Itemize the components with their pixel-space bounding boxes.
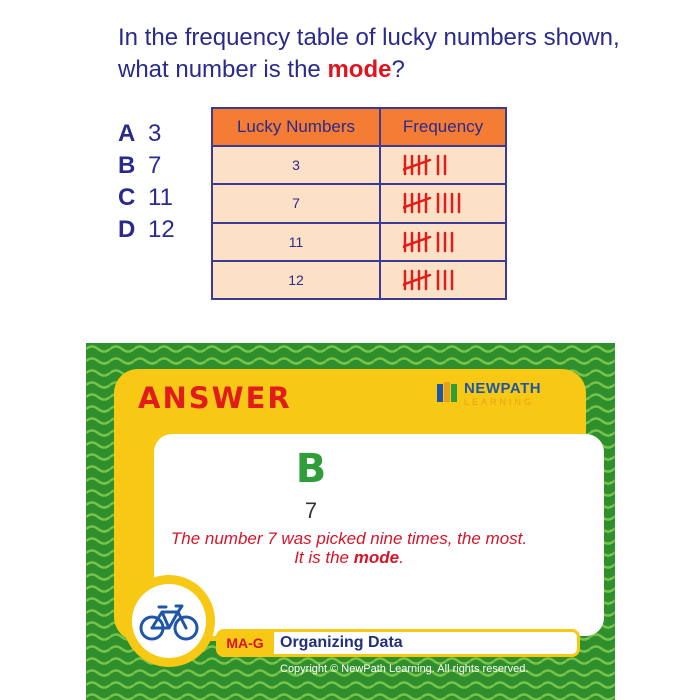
bicycle-icon [132,584,206,658]
tally-svg [403,190,503,216]
explanation-keyword: mode [353,548,400,567]
header-frequency: Frequency [380,108,506,146]
newpath-logo [436,380,566,410]
option-value: 7 [148,152,162,179]
option-d[interactable] [118,214,175,246]
tally-marks [403,267,505,293]
card-topic: Organizing Data [280,634,403,651]
tally-svg [403,267,503,293]
table-header-row [212,108,506,146]
option-value: 11 [148,184,173,211]
explanation-line-1: The number 7 was picked nine times, the most. [170,529,528,548]
answer-title: ANSWER [138,381,292,415]
option-value: 3 [148,120,162,147]
bicycle-badge [123,575,215,667]
option-a[interactable] [118,118,175,150]
frequency-table [211,107,507,300]
tally-marks [403,152,505,178]
logo-text-learning: LEARNING [464,397,535,407]
book-logo-icon [436,382,460,404]
table-row [212,184,506,222]
answer-letter: B [295,446,327,492]
tally-svg [403,152,503,178]
table-row [212,223,506,261]
option-c[interactable] [118,182,175,214]
lucky-number-cell: 7 [212,184,380,222]
lucky-number-cell: 11 [212,223,380,261]
question-text-end: ? [391,56,405,83]
option-letter: C [118,184,136,211]
answer-options [118,118,175,246]
card-code: MA-G [216,629,274,657]
explanation-text: It is the [294,548,354,567]
question-text-start: In the frequency table of lucky numbers shown, what number is the [118,24,620,83]
table-row [212,146,506,184]
logo-text-newpath: NEWPATH [464,380,542,397]
answer-value: 7 [304,498,318,523]
option-letter: A [118,120,136,147]
tally-marks [403,190,505,216]
answer-card [86,343,615,700]
tally-cell [380,223,506,261]
option-letter: B [118,152,136,179]
explanation-line-2 [86,548,612,567]
question-text [118,22,638,86]
lucky-number-cell: 3 [212,146,380,184]
question-keyword: mode [327,56,392,83]
tally-cell [380,184,506,222]
tally-marks [403,229,505,255]
option-letter: D [118,216,136,243]
tally-cell [380,146,506,184]
tally-svg [403,229,503,255]
tally-cell [380,261,506,299]
copyright-text: Copyright © NewPath Learning. All rights reserved. [280,663,529,675]
explanation-period: . [399,548,404,567]
lucky-number-cell: 12 [212,261,380,299]
header-lucky-numbers: Lucky Numbers [212,108,380,146]
table-row [212,261,506,299]
option-value: 12 [148,216,175,243]
answer-explanation [86,529,612,567]
option-b[interactable] [118,150,175,182]
bicycle-badge-inner [132,584,206,658]
